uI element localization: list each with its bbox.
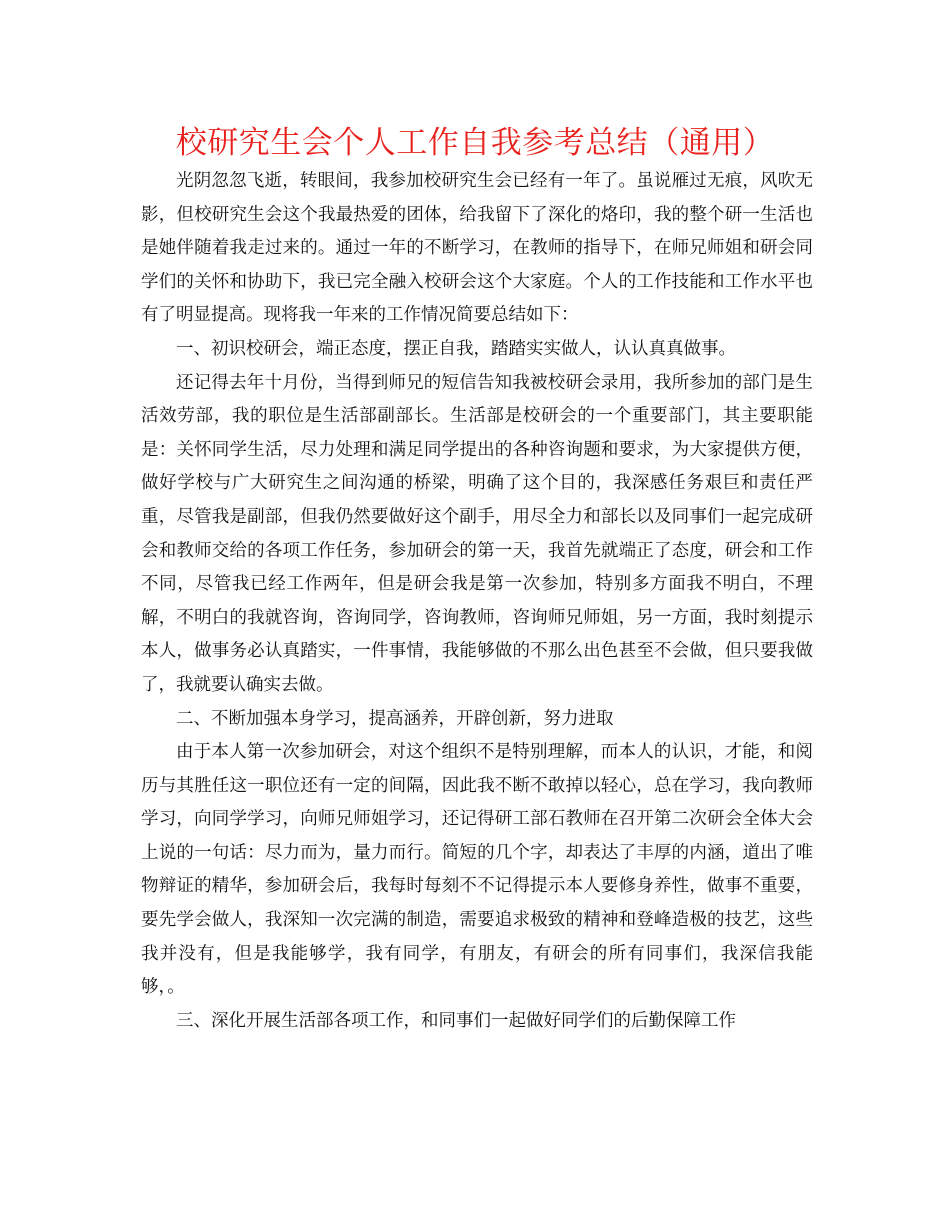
document-body xyxy=(141,165,813,1038)
section-heading-3: 三、深化开展生活部各项工作，和同事们一起做好同学们的后勤保障工作 xyxy=(176,1010,736,1031)
section-heading-1: 一、初识校研会，端正态度，摆正自我，踏踏实实做人，认认真真做事。 xyxy=(176,338,736,359)
paragraph-section-1: 还记得去年十月份，当得到师兄的短信告知我被校研会录用，我所参加的部门是生活效劳部，我的职位是生活部副部长。生活部是校研会的一个重要部门，其主要职能是：关怀同学生活，尽力处理和满足同学提出的各种咨询题和要求，为大家提供方便，做好学校与广大研究生之间沟通的桥梁，明确了这个目的，我深感任务艰巨和责任严重，尽管我是副部，但我仍然要做好这个副手，用尽全力和部长以及同事们一起完成研会和教师交给的各项工作任务，参加研会的第一天，我首先就端正了态度，研会和工作不同，尽管我已经工作两年，但是研会我是第一次参加，特别多方面我不明白，不理解，不明白的我就咨询，咨询同学，咨询教师，咨询师兄师姐，另一方面，我时刻提示本人，做事务必认真踏实，一件事情，我能够做的不那么出色甚至不会做，但只要我做了，我就要认确实去做。 xyxy=(141,372,813,695)
section-heading-2: 二、不断加强本身学习，提高涵养，开辟创新，努力进取 xyxy=(176,708,614,729)
paragraph-section-2: 由于本人第一次参加研会，对这个组织不是特别理解，而本人的认识，才能，和阅历与其胜任这一职位还有一定的间隔，因此我不断不敢掉以轻心，总在学习，我向教师学习，向同学学习，向师兄师姐学习，还记得研工部石教师在召开第二次研会全体大会上说的一句话：尽力而为，量力而行。简短的几个字，却表达了丰厚的内涵，道出了唯物辩证的精华，参加研会后，我每时每刻不不记得提示本人要修身养性，做事不重要，要先学会做人，我深知一次完满的制造，需要追求极致的精神和登峰造极的技艺，这些我并没有，但是我能够学，我有同学，有朋友，有研会的所有同事们，我深信我能够，。 xyxy=(141,742,813,998)
document-title: 校研究生会个人工作自我参考总结（通用） xyxy=(175,125,775,161)
paragraph-intro: 光阴忽忽飞逝，转眼间，我参加校研究生会已经有一年了。虽说雁过无痕，风吹无影，但校研究生会这个我最热爱的团体，给我留下了深化的烙印，我的整个研一生活也是她伴随着我走过来的。通过一年的不断学习，在教师的指导下，在师兄师姐和研会同学们的关怀和协助下，我已完全融入校研会这个大家庭。个人的工作技能和工作水平也有了明显提高。现将我一年来的工作情况简要总结如下： xyxy=(141,171,813,326)
